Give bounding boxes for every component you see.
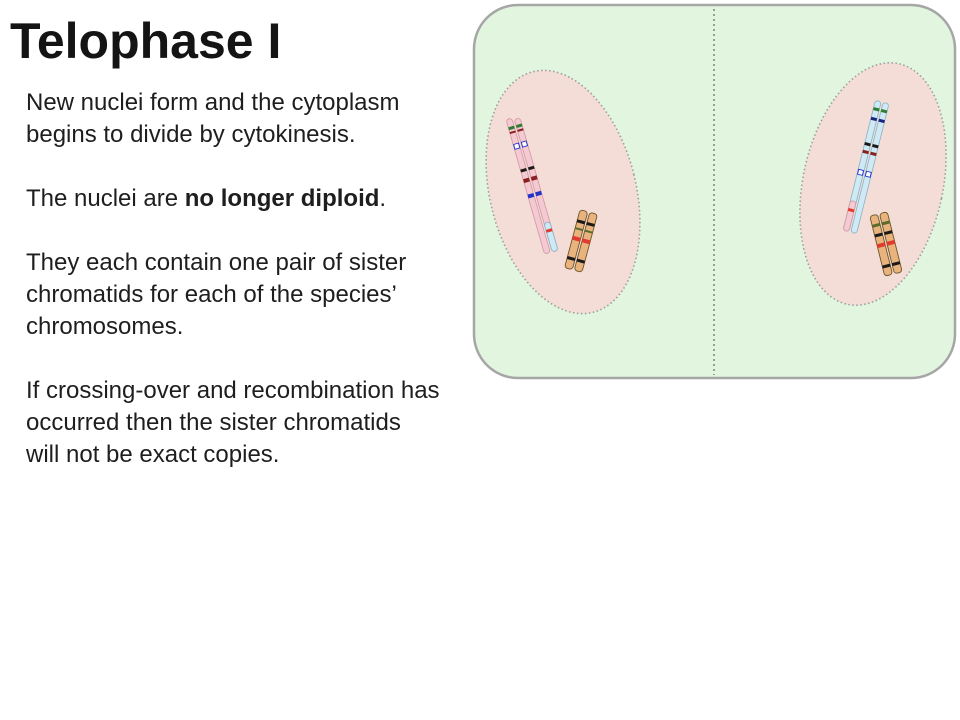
telophase-diagram — [470, 0, 960, 384]
paragraph-crossing-over — [26, 375, 466, 471]
paragraph-not-diploid — [26, 183, 466, 215]
slide-title: Telophase I — [10, 13, 282, 69]
centromere-marker — [514, 143, 520, 149]
text-line: They each contain one pair of sister — [26, 249, 407, 276]
text-line: New nuclei form and the cytoplasm — [26, 89, 400, 116]
text-line: begins to divide by cytokinesis. — [26, 121, 356, 148]
text-line: occurred then the sister chromatids — [26, 409, 401, 436]
text-segment: The nuclei are — [26, 185, 185, 212]
centromere-marker — [865, 171, 871, 177]
slide-body — [26, 87, 466, 503]
text-line: will not be exact copies. — [26, 441, 280, 468]
text-segment: . — [379, 185, 387, 212]
centromere-marker — [521, 141, 527, 147]
paragraph-nuclei-form — [26, 87, 466, 151]
text-line — [26, 183, 466, 215]
text-line: chromosomes. — [26, 313, 184, 340]
text-line: If crossing-over and recombination has — [26, 377, 440, 404]
text-line: chromatids for each of the species’ — [26, 281, 397, 308]
paragraph-sister-chromatids — [26, 247, 466, 343]
centromere-marker — [858, 169, 864, 175]
bold-text: no longer diploid — [184, 185, 380, 212]
